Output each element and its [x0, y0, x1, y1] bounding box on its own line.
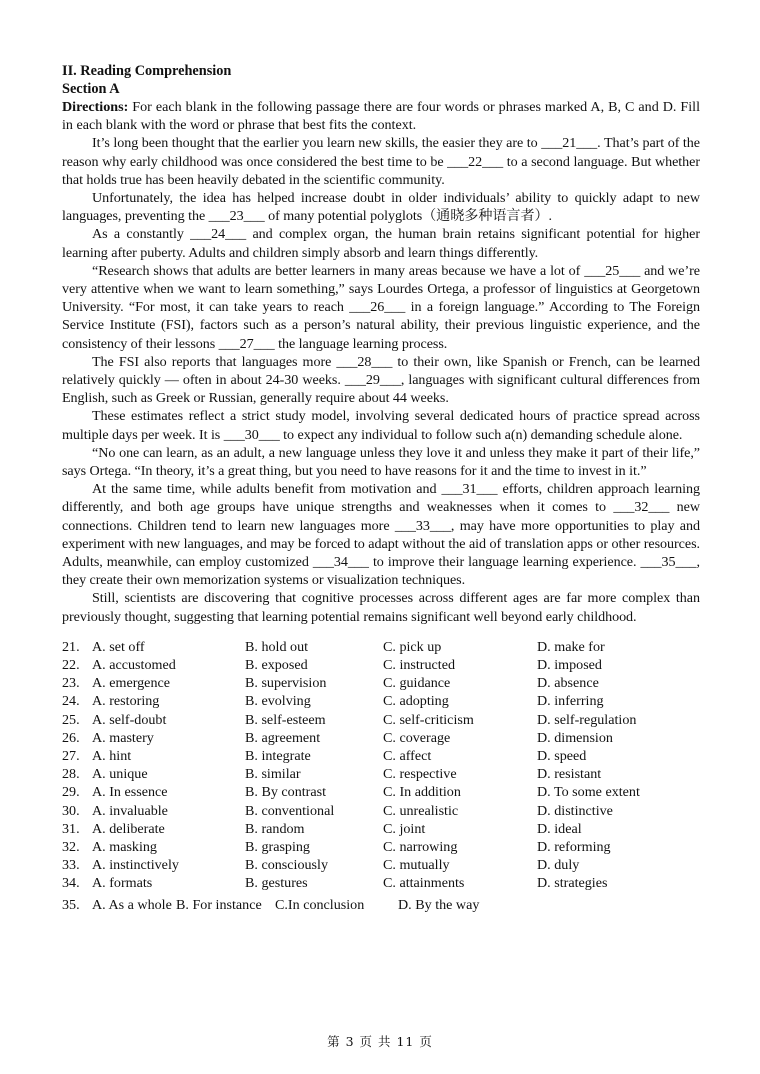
option-d: D. make for [537, 638, 605, 655]
option-row [62, 711, 700, 729]
option-d: D. imposed [537, 657, 602, 674]
question-number: 25. [62, 711, 80, 728]
option-c: C. instructed [383, 657, 456, 674]
option-c: C. adopting [383, 693, 449, 710]
passage-paragraph: “No one can learn, as an adult, a new language unless they love it and unless they make it part of their life,” says Ortega. “In theory, it’s a great thing, but you need to have reasons for it and the time to invest in it.” [62, 444, 700, 480]
option-b: B. gestures [245, 875, 308, 892]
section-heading: Section A [62, 81, 120, 97]
option-row [62, 638, 700, 656]
passage [62, 134, 700, 625]
option-d: D. To some extent [537, 784, 640, 801]
passage-paragraph: These estimates reflect a strict study model, involving several dedicated hours of practice spread across multiple days per week. It is ___30___ to expect any individual to follow such a(n) demanding schedule alone. [62, 408, 700, 443]
option-b: B. hold out [245, 638, 309, 655]
option-c: C. unrealistic [383, 802, 459, 819]
question-number: 23. [62, 675, 80, 692]
option-b: B. consciously [245, 857, 328, 874]
option-d: D. By the way [398, 896, 480, 913]
option-b: B. self-esteem [245, 711, 326, 728]
option-b: B. integrate [245, 748, 311, 765]
exam-page [62, 62, 700, 914]
option-d: D. duly [537, 857, 580, 874]
option-a: A. restoring [92, 693, 160, 710]
option-c: C. attainments [383, 875, 465, 892]
passage-paragraph: As a constantly ___24___ and complex organ, the human brain retains significant potential for higher learning after puberty. Adults and children simply absorb and learn things differently. [62, 226, 700, 261]
option-b: B. grasping [245, 838, 310, 855]
passage-paragraph: The FSI also reports that languages more ___28___ to their own, like Spanish or French, can be learned relatively quickly — often in about 24-30 weeks. ___29___, languages with significant cultural differences from English, such as Greek or Russian, generally require about 44 weeks. [62, 353, 700, 407]
question-number: 33. [62, 857, 80, 874]
question-number: 26. [62, 729, 80, 746]
answer-options [62, 638, 700, 914]
question-number: 35. [62, 896, 80, 913]
option-a: A. accustomed [92, 657, 176, 674]
option-a: A. masking [92, 838, 157, 855]
option-c: C.In conclusion [275, 896, 365, 913]
option-a: A. emergence [92, 675, 170, 692]
question-number: 32. [62, 838, 80, 855]
option-c: C. affect [383, 748, 432, 765]
option-c: C. coverage [383, 729, 451, 746]
option-row [62, 656, 700, 674]
option-d: D. dimension [537, 729, 613, 746]
question-number: 24. [62, 693, 80, 710]
option-a: A. invaluable [92, 802, 168, 819]
option-d: D. speed [537, 748, 587, 765]
option-row [62, 729, 700, 747]
option-a: A. unique [92, 766, 148, 783]
option-c: C. joint [383, 820, 426, 837]
option-d: D. ideal [537, 820, 582, 837]
option-row [62, 783, 700, 801]
option-row [62, 802, 700, 820]
option-row [62, 896, 700, 914]
option-row [62, 820, 700, 838]
option-b: B. conventional [245, 802, 335, 819]
directions-text: For each blank in the following passage there are four words or phrases marked A, B, C and D. Fill in each blank with the word or phrase that best fits the context. [62, 99, 701, 134]
question-number: 34. [62, 875, 80, 892]
option-a: A. mastery [92, 729, 154, 746]
option-d: D. resistant [537, 766, 602, 783]
passage-paragraph: Unfortunately, the idea has helped increase doubt in older individuals’ ability to quickly adapt to new languages, preventing the ___23___ of many potential polyglots（通晓多种语言者）. [62, 190, 700, 225]
option-a: A. deliberate [92, 820, 165, 837]
option-c: C. In addition [383, 784, 461, 801]
question-number: 29. [62, 784, 80, 801]
option-row [62, 765, 700, 783]
option-c: C. self-criticism [383, 711, 474, 728]
passage-paragraph: Still, scientists are discovering that cognitive processes across different ages are far more complex than previously thought, suggesting that learning potential remains significant well beyond early childhood. [62, 590, 700, 625]
question-number: 27. [62, 748, 80, 765]
option-c: C. pick up [383, 638, 442, 655]
option-a: A. formats [92, 875, 153, 892]
option-a: A. As a whole [92, 896, 172, 913]
option-row [62, 838, 700, 856]
option-a: A. self-doubt [92, 711, 167, 728]
option-row [62, 692, 700, 710]
question-number: 21. [62, 638, 80, 655]
option-c: C. respective [383, 766, 457, 783]
directions-label: Directions: [62, 99, 129, 115]
option-d: D. inferring [537, 693, 604, 710]
option-b: B. For instance [176, 896, 262, 913]
option-row [62, 856, 700, 874]
option-c: C. guidance [383, 675, 451, 692]
option-row [62, 674, 700, 692]
option-b: B. random [245, 820, 305, 837]
option-a: A. instinctively [92, 857, 179, 874]
option-a: A. hint [92, 748, 132, 765]
question-number: 28. [62, 766, 80, 783]
option-b: B. exposed [245, 657, 308, 674]
question-number: 31. [62, 820, 80, 837]
option-d: D. distinctive [537, 802, 613, 819]
passage-paragraph: “Research shows that adults are better learners in many areas because we have a lot of ___25___ and we’re very attentive when we want to learn something,” says Lourdes Ortega, a professor of linguistics at Georgetown University. “For most, it can take years to reach ___26___ in a foreign language.” According to The Foreign Service Institute (FSI), factors such as a person’s natural ability, their previous linguistic experience, and the consistency of their lessons ___27___ the language learning process. [62, 262, 700, 352]
option-b: B. agreement [245, 729, 321, 746]
option-b: B. By contrast [245, 784, 327, 801]
option-a: A. set off [92, 638, 145, 655]
option-row [62, 747, 700, 765]
option-d: D. absence [537, 675, 599, 692]
option-d: D. strategies [537, 875, 608, 892]
part-heading: II. Reading Comprehension [62, 63, 232, 79]
passage-paragraph: At the same time, while adults benefit from motivation and ___31___ efforts, children approach learning differently, and both age groups have unique strengths and weaknesses when it comes to ___32___ new connections. Children tend to learn new languages more ___33___, may have more opportunities to play and experiment with new languages, and may be forced to adapt without the aid of translation apps or other resources. Adults, meanwhile, can employ customized ___34___ to improve their language learning experience. ___35___, they create their own memorization systems or visualization techniques. [62, 481, 700, 589]
option-b: B. supervision [245, 675, 327, 692]
directions [62, 98, 700, 134]
option-b: B. evolving [245, 693, 311, 710]
option-row [62, 874, 700, 892]
option-c: C. narrowing [383, 838, 458, 855]
question-number: 22. [62, 657, 80, 674]
option-d: D. reforming [537, 838, 611, 855]
question-number: 30. [62, 802, 80, 819]
option-c: C. mutually [383, 857, 450, 874]
option-d: D. self-regulation [537, 711, 637, 728]
passage-paragraph: It’s long been thought that the earlier you learn new skills, the easier they are to ___21___. That’s part of the reason why early childhood was once considered the best time to be ___22___ to a second language. But whether that holds true has been heavily debated in the scientific community. [62, 135, 700, 188]
option-b: B. similar [245, 766, 301, 783]
option-a: A. In essence [92, 784, 168, 801]
page-footer: 第 3 页 共 11 页 [327, 1034, 433, 1049]
